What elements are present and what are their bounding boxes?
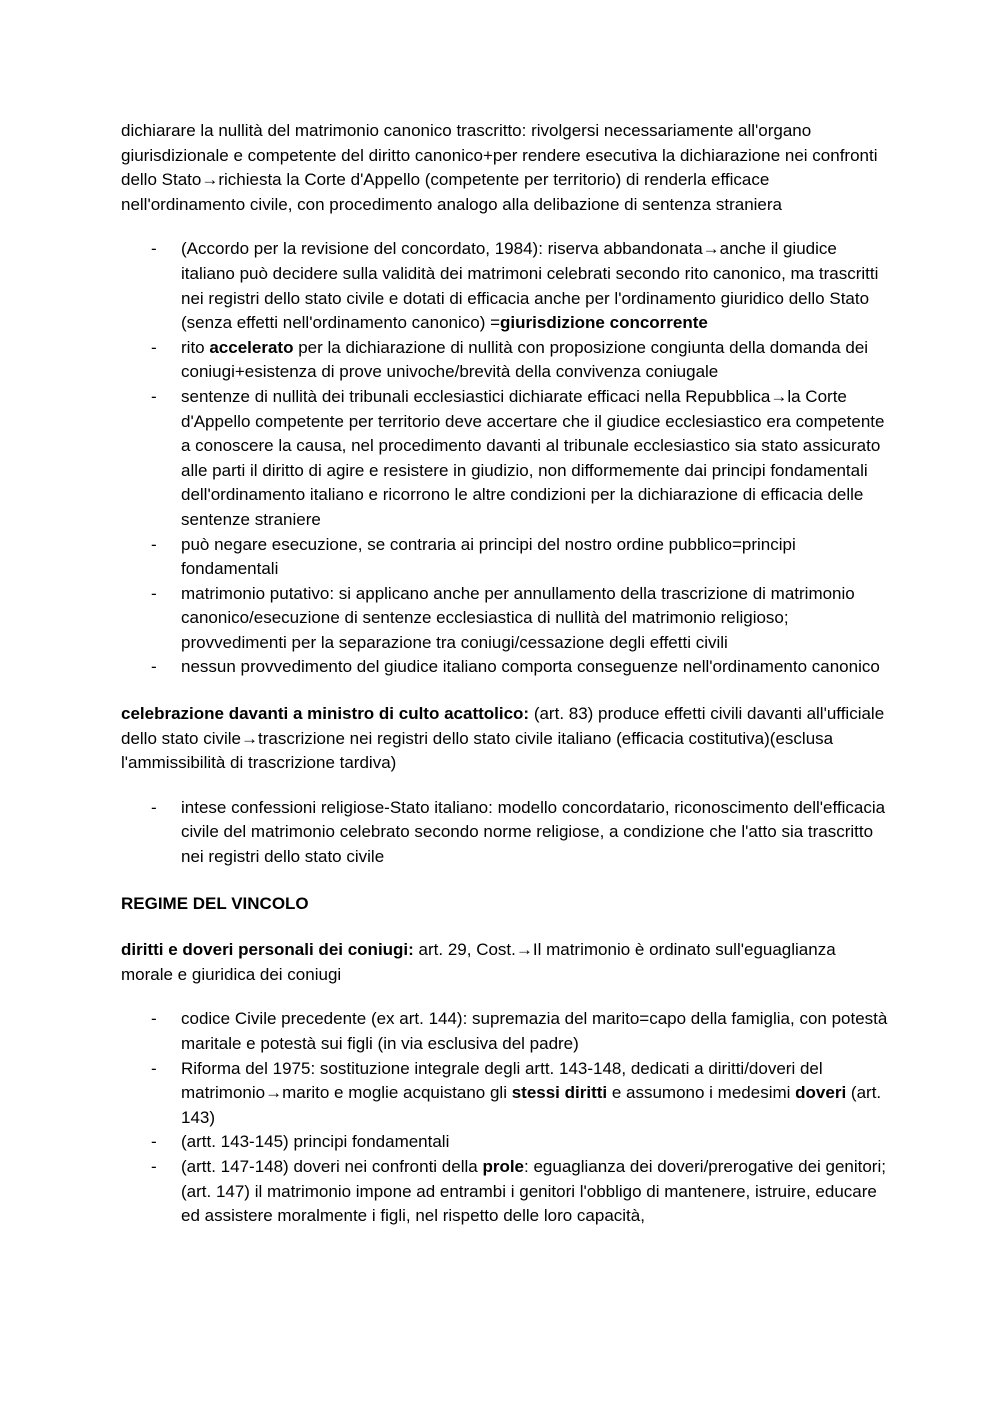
list-item: - intese confessioni religiose-Stato italiano: modello concordatario, riconoscimento dell'efficacia civile del matrimonio celebrato secondo norme religiose, a condizione che l'atto sia trascritto nei registri dello stato civile [151,797,886,867]
list-intese [121,796,891,870]
dash-bullet: - [151,657,157,677]
list-item: - Riforma del 1975: sostituzione integrale degli artt. 143-148, dedicati a diritti/doveri del matrimonio→marito e moglie acquistano gli stessi diritti e assumono i medesimi doveri (art. 143) [151,1058,882,1127]
list-item: - codice Civile precedente (ex art. 144): supremazia del marito=capo della famiglia, con potestà maritale e potestà sui figli (in via esclusiva del padre) [151,1009,888,1053]
dash-bullet: - [151,239,157,259]
list-item: - (Accordo per la revisione del concordato, 1984): riserva abbandonata→anche il giudice italiano può decidere sulla validità dei matrimoni celebrati secondo rito canonico, ma trascritti nei registri dello stato civile e dotati di efficacia anche per l'ordinamento giuridico dello Stato (senza effetti nell'ordinamento canonico) =giurisdizione concorrente [151,239,879,333]
dash-bullet: - [151,1132,157,1152]
list-item: - rito accelerato per la dichiarazione di nullità con proposizione congiunta della domanda dei coniugi+esistenza di prove univoche/brevità della convivenza coniugale [151,337,869,382]
paragraph-diritti-doveri: diritti e doveri personali dei coniugi: art. 29, Cost.→Il matrimonio è ordinato sull'eguaglianza morale e giuridica dei coniugi [121,940,836,984]
list-item: - (artt. 147-148) doveri nei confronti della prole: eguaglianza dei doveri/prerogative dei genitori; (art. 147) il matrimonio impone ad entrambi i genitori l'obbligo di mantenere, istruire, educare ed assistere moralmente i figli, nel rispetto delle loro capacità, [151,1156,886,1226]
list-nullita [121,237,891,680]
paragraph-culto-acattolico: celebrazione davanti a ministro di culto acattolico: (art. 83) produce effetti civili davanti all'ufficiale dello stato civile→trascrizione nei registri dello stato civile italiano (efficacia costitutiva)(esclusa l'ammissibilità di trascrizione tardiva) [121,704,885,773]
dash-bullet: - [151,386,157,406]
list-item: - sentenze di nullità dei tribunali ecclesiastici dichiarate efficaci nella Repubblica→la Corte d'Appello competente per territorio deve accertare che il giudice ecclesiastico era competente a conoscere la causa, nel procedimento davanti al tribunale ecclesiastico sia stato assicurato alle parti il diritto di agire e resistere in giudizio, non difformemente dai principi fondamentali dell'ordinamento italiano e ricorrono le altre condizioni per la dichiarazione di efficacia delle sentenze straniere [151,386,885,529]
list-item: - può negare esecuzione, se contraria ai principi del nostro ordine pubblico=principi fondamentali [151,534,796,579]
list-item: - matrimonio putativo: si applicano anche per annullamento della trascrizione di matrimonio canonico/esecuzione di sentenze ecclesiastica di nullità del matrimonio religioso; provvedimenti per la separazione tra coniugi/cessazione degli effetti civili [151,583,855,652]
list-item: - nessun provvedimento del giudice italiano comporta conseguenze nell'ordinamento canonico [121,655,891,680]
list-regime [121,1007,891,1228]
document-body [121,119,891,1229]
dash-bullet: - [151,1156,157,1176]
dash-bullet: - [151,583,157,603]
dash-bullet: - [151,1058,157,1078]
dash-bullet: - [151,337,157,357]
section-heading: REGIME DEL VINCOLO [121,893,309,913]
dash-bullet: - [151,797,157,817]
dash-bullet: - [151,1009,157,1029]
paragraph-nullita: dichiarare la nullità del matrimonio canonico trascritto: rivolgersi necessariamente all'organo giurisdizionale e competente del diritto canonico+per rendere esecutiva la dichiarazione nei confronti dello Stato→richiesta la Corte d'Appello (competente per territorio) di renderla efficace nell'ordinamento civile, con procedimento analogo alla delibazione di sentenza straniera [121,121,878,214]
list-item: - (artt. 143-145) principi fondamentali [121,1130,891,1155]
dash-bullet: - [151,534,157,554]
